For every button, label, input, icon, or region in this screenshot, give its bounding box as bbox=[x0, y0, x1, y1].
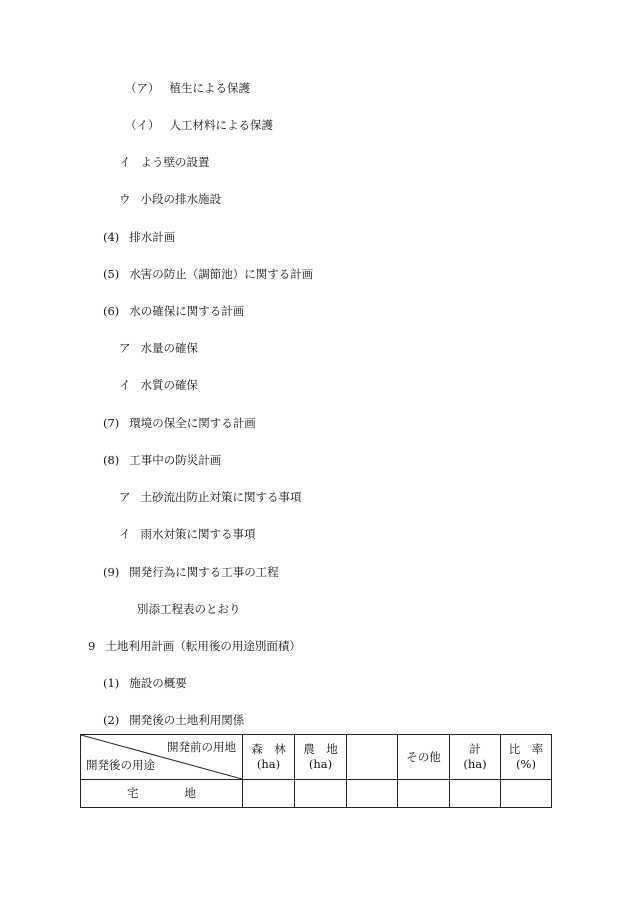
outline-item-8-disaster-prevention bbox=[103, 453, 221, 467]
outline-item-6-water-security bbox=[103, 304, 244, 318]
table-cell bbox=[501, 780, 552, 808]
corner-label-before: 開発前の用地 bbox=[167, 740, 236, 754]
table-header-row bbox=[81, 735, 552, 780]
outline-item-sediment-control bbox=[119, 490, 302, 504]
item-text: 雨水対策に関する事項 bbox=[140, 527, 256, 541]
outline-item-4-drainage-plan bbox=[103, 230, 175, 244]
header-total bbox=[450, 735, 501, 780]
item-number: (4) bbox=[103, 230, 120, 244]
header-label: 森 林 bbox=[251, 742, 286, 756]
header-unit: (ha) bbox=[256, 757, 281, 771]
table-cell bbox=[398, 780, 450, 808]
outline-item-2-land-use-relation bbox=[103, 713, 244, 727]
item-text: 水量の確保 bbox=[140, 341, 198, 355]
outline-item-9-construction-schedule bbox=[103, 565, 279, 579]
header-blank bbox=[347, 735, 398, 780]
item-text: 土地利用計画（転用後の用途別面積） bbox=[105, 639, 301, 653]
item-number: (1) bbox=[103, 676, 120, 690]
item-text: 水害の防止（調節池）に関する計画 bbox=[129, 267, 314, 281]
item-number: (5) bbox=[103, 267, 120, 281]
item-text: 施設の概要 bbox=[129, 676, 187, 690]
item-number: (7) bbox=[103, 416, 120, 430]
table-cell bbox=[347, 780, 398, 808]
item-text: 工事中の防災計画 bbox=[129, 453, 222, 467]
row-label-residential: 宅 地 bbox=[81, 780, 243, 808]
header-label: 計 bbox=[469, 742, 481, 756]
table-cell bbox=[295, 780, 347, 808]
item-text: 排水計画 bbox=[129, 230, 176, 244]
outline-section-9-land-use bbox=[88, 639, 301, 653]
outline-item-a-vegetation bbox=[125, 81, 250, 95]
item-number: ア bbox=[119, 490, 131, 504]
item-text: 環境の保全に関する計画 bbox=[129, 416, 256, 430]
item-text: 開発行為に関する工事の工程 bbox=[129, 565, 279, 579]
outline-item-retaining-wall bbox=[119, 155, 210, 169]
item-text: 植生による保護 bbox=[169, 81, 250, 95]
header-ratio bbox=[501, 735, 552, 780]
item-number: イ bbox=[119, 527, 131, 541]
item-number: (9) bbox=[103, 565, 120, 579]
header-label: その他 bbox=[406, 749, 441, 764]
header-label: 農 地 bbox=[303, 742, 338, 756]
outline-item-rainwater bbox=[119, 527, 256, 541]
item-text: 別添工程表のとおり bbox=[137, 602, 241, 616]
item-number: (2) bbox=[103, 713, 120, 727]
header-label: 比 率 bbox=[508, 742, 544, 756]
item-text: 小段の排水施設 bbox=[140, 192, 221, 206]
item-number: ア bbox=[119, 341, 131, 355]
item-number: 9 bbox=[88, 639, 96, 653]
item-text: 土砂流出防止対策に関する事項 bbox=[140, 490, 302, 504]
table-cell bbox=[243, 780, 295, 808]
item-text: 開発後の土地利用関係 bbox=[129, 713, 245, 727]
outline-note-attached-schedule bbox=[137, 602, 241, 616]
item-number: (8) bbox=[103, 453, 120, 467]
outline-item-7-environment bbox=[103, 416, 256, 430]
item-number: ウ bbox=[119, 192, 131, 206]
table-row bbox=[81, 780, 552, 808]
corner-label-after: 開発後の用途 bbox=[86, 758, 155, 772]
item-text: 水質の確保 bbox=[140, 378, 198, 392]
outline-item-5-flood-prevention bbox=[103, 267, 313, 281]
item-text: よう壁の設置 bbox=[140, 155, 210, 169]
header-forest bbox=[243, 735, 295, 780]
header-unit: (%) bbox=[516, 757, 536, 771]
item-number: イ bbox=[119, 155, 131, 169]
corner-diagonal-cell bbox=[81, 735, 243, 780]
item-number: （ア） bbox=[125, 81, 160, 95]
header-farmland bbox=[295, 735, 347, 780]
item-number: イ bbox=[119, 378, 131, 392]
item-text: 人工材料による保護 bbox=[169, 118, 273, 132]
outline-item-1-facility-overview bbox=[103, 676, 187, 690]
outline-item-drainage-facility bbox=[119, 192, 221, 206]
item-number: (6) bbox=[103, 304, 120, 318]
item-number: （イ） bbox=[125, 118, 160, 132]
outline-item-i-artificial bbox=[125, 118, 273, 132]
outline-item-water-quantity bbox=[119, 341, 198, 355]
item-text: 水の確保に関する計画 bbox=[129, 304, 245, 318]
table-cell bbox=[450, 780, 501, 808]
header-other bbox=[398, 735, 450, 780]
land-use-table bbox=[80, 734, 552, 808]
header-unit: (ha) bbox=[463, 757, 487, 771]
header-unit: (ha) bbox=[308, 757, 333, 771]
outline-item-water-quality bbox=[119, 378, 198, 392]
